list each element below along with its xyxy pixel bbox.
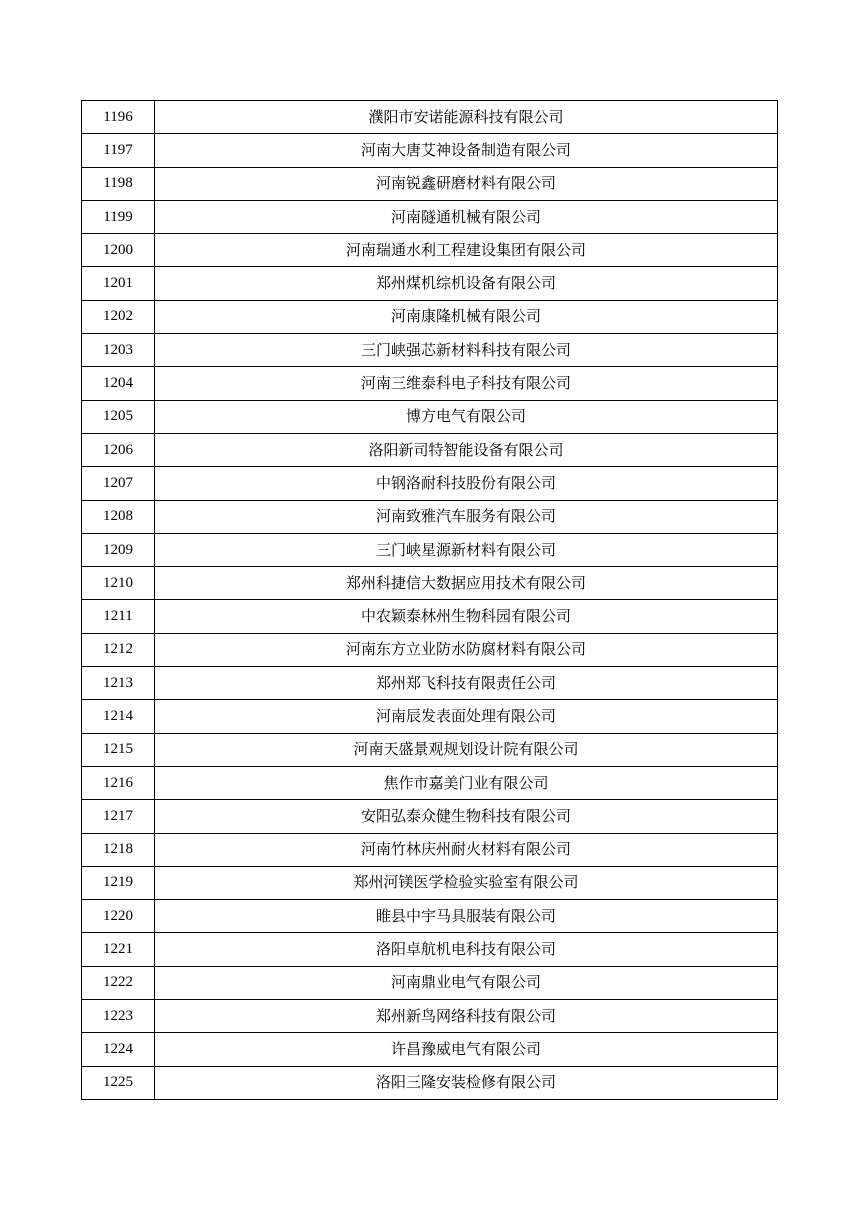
company-name-cell: 郑州科捷信大数据应用技术有限公司 <box>155 567 778 600</box>
table-row <box>82 766 778 799</box>
row-number-cell: 1207 <box>82 467 155 500</box>
row-number-cell: 1198 <box>82 167 155 200</box>
company-name-cell: 焦作市嘉美门业有限公司 <box>155 766 778 799</box>
table-row <box>82 467 778 500</box>
table-row <box>82 966 778 999</box>
row-number-cell: 1213 <box>82 667 155 700</box>
table-row <box>82 667 778 700</box>
company-name-cell: 睢县中宇马具服装有限公司 <box>155 900 778 933</box>
row-number-cell: 1210 <box>82 567 155 600</box>
row-number-cell: 1205 <box>82 400 155 433</box>
table-row <box>82 400 778 433</box>
company-name-cell: 洛阳新司特智能设备有限公司 <box>155 433 778 466</box>
company-name-cell: 河南辰发表面处理有限公司 <box>155 700 778 733</box>
company-name-cell: 三门峡强芯新材料科技有限公司 <box>155 334 778 367</box>
row-number-cell: 1221 <box>82 933 155 966</box>
company-name-cell: 河南大唐艾神设备制造有限公司 <box>155 134 778 167</box>
company-name-cell: 博方电气有限公司 <box>155 400 778 433</box>
table-row <box>82 600 778 633</box>
row-number-cell: 1204 <box>82 367 155 400</box>
table-row <box>82 733 778 766</box>
row-number-cell: 1214 <box>82 700 155 733</box>
company-name-cell: 安阳弘泰众健生物科技有限公司 <box>155 800 778 833</box>
table-row <box>82 1000 778 1033</box>
row-number-cell: 1212 <box>82 633 155 666</box>
row-number-cell: 1199 <box>82 200 155 233</box>
company-name-cell: 许昌豫威电气有限公司 <box>155 1033 778 1066</box>
company-name-cell: 洛阳卓航机电科技有限公司 <box>155 933 778 966</box>
table-row <box>82 900 778 933</box>
table-row <box>82 1033 778 1066</box>
company-name-cell: 郑州新鸟网络科技有限公司 <box>155 1000 778 1033</box>
table-row <box>82 700 778 733</box>
company-name-cell: 濮阳市安诺能源科技有限公司 <box>155 101 778 134</box>
company-name-cell: 河南隧通机械有限公司 <box>155 200 778 233</box>
row-number-cell: 1216 <box>82 766 155 799</box>
row-number-cell: 1200 <box>82 234 155 267</box>
table-row <box>82 633 778 666</box>
company-name-cell: 郑州煤机综机设备有限公司 <box>155 267 778 300</box>
table-row <box>82 500 778 533</box>
company-name-cell: 郑州郑飞科技有限责任公司 <box>155 667 778 700</box>
table-row <box>82 300 778 333</box>
row-number-cell: 1222 <box>82 966 155 999</box>
table-row <box>82 933 778 966</box>
company-name-cell: 河南致雅汽车服务有限公司 <box>155 500 778 533</box>
table-body <box>82 101 778 1100</box>
table-row <box>82 200 778 233</box>
company-name-cell: 河南瑞通水利工程建设集团有限公司 <box>155 234 778 267</box>
row-number-cell: 1223 <box>82 1000 155 1033</box>
table-row <box>82 334 778 367</box>
row-number-cell: 1201 <box>82 267 155 300</box>
row-number-cell: 1208 <box>82 500 155 533</box>
table-row <box>82 367 778 400</box>
company-name-cell: 河南三维泰科电子科技有限公司 <box>155 367 778 400</box>
row-number-cell: 1215 <box>82 733 155 766</box>
row-number-cell: 1211 <box>82 600 155 633</box>
company-name-cell: 河南天盛景观规划设计院有限公司 <box>155 733 778 766</box>
company-name-cell: 郑州河镁医学检验实验室有限公司 <box>155 866 778 899</box>
row-number-cell: 1218 <box>82 833 155 866</box>
table-row <box>82 433 778 466</box>
row-number-cell: 1219 <box>82 866 155 899</box>
row-number-cell: 1197 <box>82 134 155 167</box>
company-name-cell: 中农颖泰林州生物科园有限公司 <box>155 600 778 633</box>
company-name-cell: 三门峡星源新材料有限公司 <box>155 533 778 566</box>
row-number-cell: 1224 <box>82 1033 155 1066</box>
row-number-cell: 1203 <box>82 334 155 367</box>
company-name-cell: 河南鼎业电气有限公司 <box>155 966 778 999</box>
table-row <box>82 267 778 300</box>
row-number-cell: 1209 <box>82 533 155 566</box>
row-number-cell: 1196 <box>82 101 155 134</box>
table-row <box>82 167 778 200</box>
table-row <box>82 833 778 866</box>
table-row <box>82 134 778 167</box>
table-row <box>82 800 778 833</box>
company-name-cell: 河南锐鑫研磨材料有限公司 <box>155 167 778 200</box>
row-number-cell: 1206 <box>82 433 155 466</box>
row-number-cell: 1225 <box>82 1066 155 1099</box>
table-row <box>82 866 778 899</box>
table-row <box>82 101 778 134</box>
company-name-cell: 中钢洛耐科技股份有限公司 <box>155 467 778 500</box>
table-row <box>82 567 778 600</box>
table-row <box>82 234 778 267</box>
company-name-cell: 河南竹林庆州耐火材料有限公司 <box>155 833 778 866</box>
table-row <box>82 1066 778 1099</box>
company-name-cell: 河南康隆机械有限公司 <box>155 300 778 333</box>
company-name-cell: 河南东方立业防水防腐材料有限公司 <box>155 633 778 666</box>
row-number-cell: 1220 <box>82 900 155 933</box>
table-row <box>82 533 778 566</box>
row-number-cell: 1202 <box>82 300 155 333</box>
company-name-cell: 洛阳三隆安装检修有限公司 <box>155 1066 778 1099</box>
row-number-cell: 1217 <box>82 800 155 833</box>
company-list-table <box>81 100 778 1100</box>
